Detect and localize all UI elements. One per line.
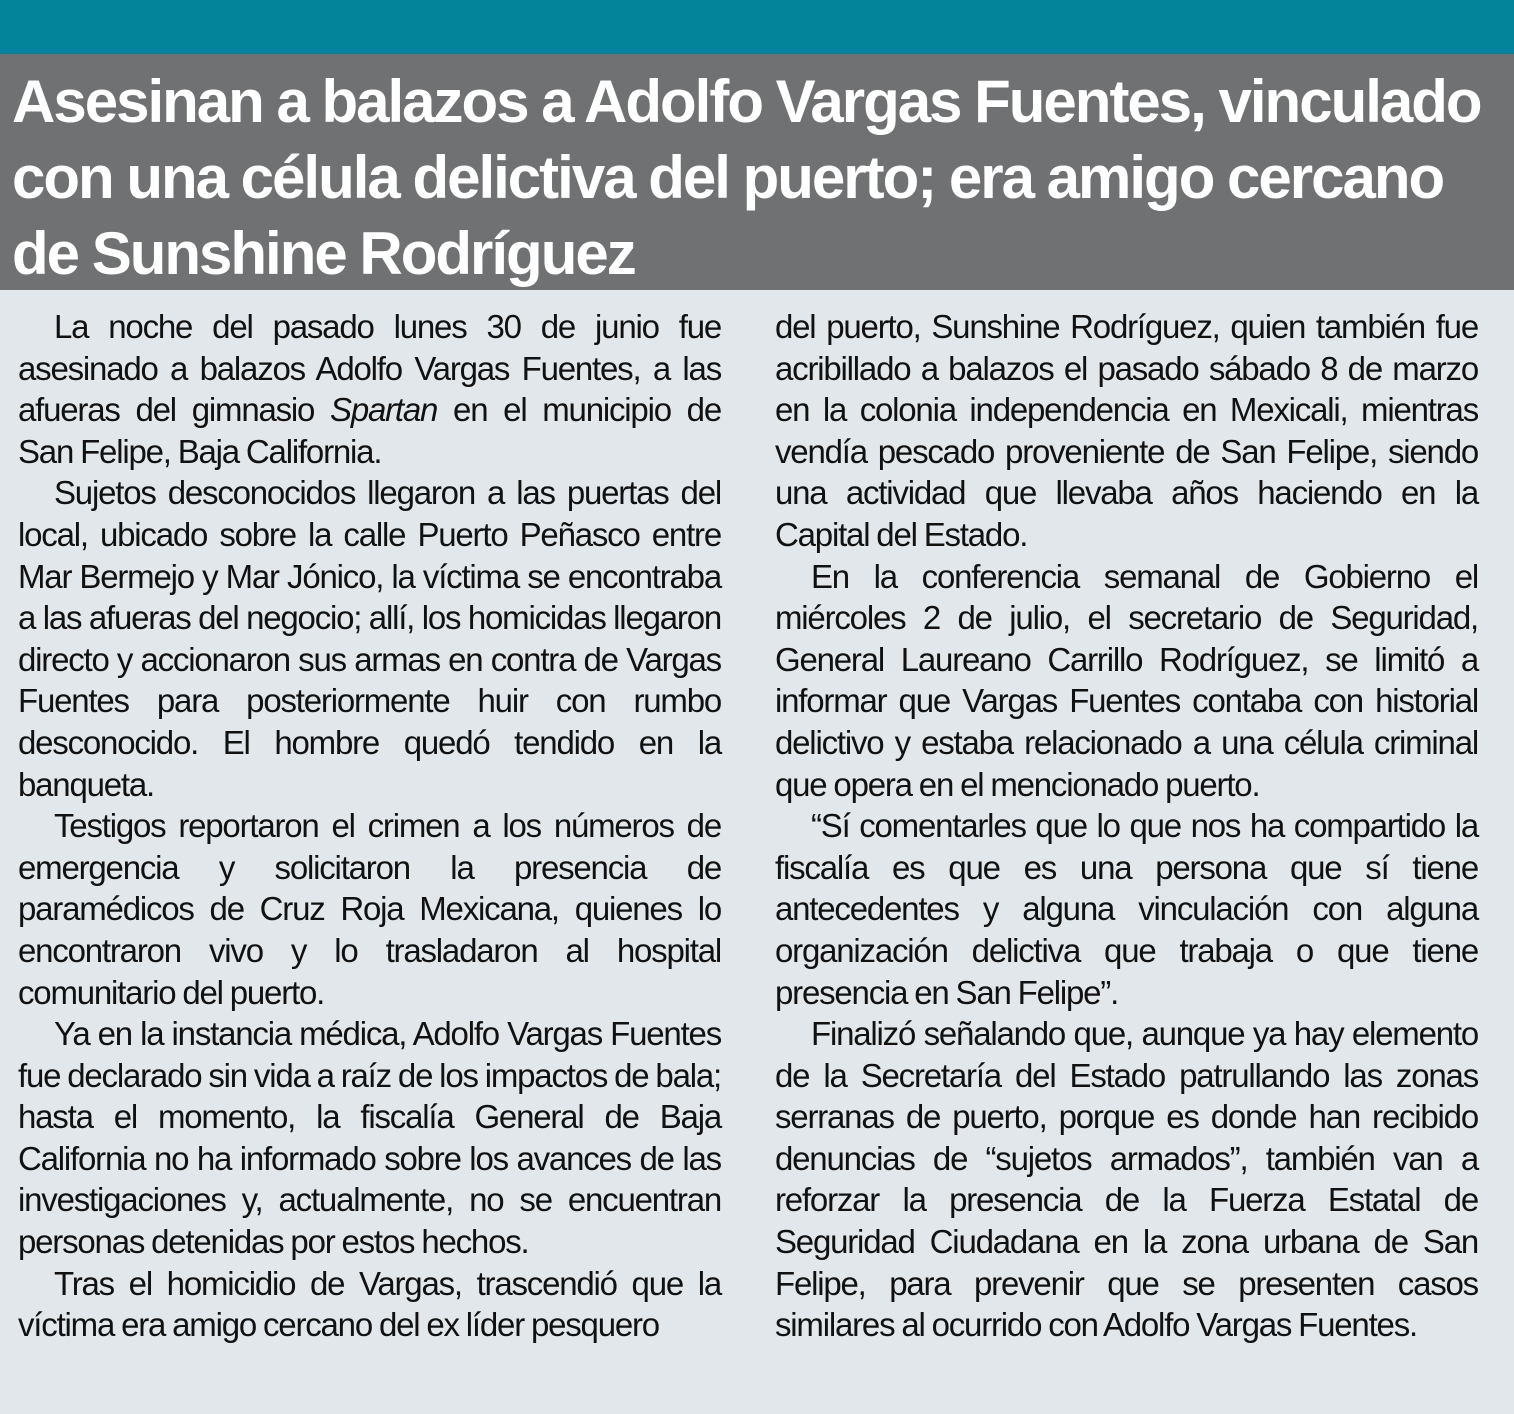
article-paragraph: Testigos reportaron el crimen a los números de emergencia y solicitaron la presencia de paramédicos de Cruz Roja Mexicana, quienes lo encontraron vivo y lo trasladaron al hospital comunitario del puerto. (18, 807, 721, 1011)
article-paragraph: En la conferencia semanal de Gobierno el miércoles 2 de julio, el secretario de Seguridad, General Laureano Carrillo Rodríguez, se limitó a informar que Vargas Fuentes contaba con historial delictivo y estaba relacionado a una célula criminal que opera en el mencionado puerto. (775, 557, 1478, 803)
paragraph-text: La noche del pasado lunes 30 de junio fue asesinado a balazos Adolfo Vargas Fuentes, a las afueras del gimnasio (18, 308, 721, 429)
paragraph-text: en el municipio de San Felipe, Baja California. (18, 391, 721, 470)
article-paragraph: Tras el homicidio de Vargas, trascendió que la víctima era amigo cercano del ex líder pesquero (18, 1264, 721, 1344)
article-paragraph: Finalizó señalando que, aunque ya hay elemento de la Secretaría del Estado patrullando las zonas serranas de puerto, porque es donde han recibido denuncias de “sujetos armados”, también van a reforzar la presencia de la Fuerza Estatal de Seguridad Ciudadana en la zona urbana de San Felipe, para prevenir que se presenten casos similares al ocurrido con Adolfo Vargas Fuentes. (775, 1015, 1478, 1344)
gym-name: Spartan (330, 391, 438, 429)
article-paragraph: Sujetos desconocidos llegaron a las puertas del local, ubicado sobre la calle Puerto Peñasco entre Mar Bermejo y Mar Jónico, la víctima se encontraba a las afueras del negocio; allí, los homicidas llegaron directo y accionaron sus armas en contra de Vargas Fuentes para posteriormente huir con rumbo desconocido. El hombre quedó tendido en la banqueta. (18, 474, 721, 803)
article-paragraph: Ya en la instancia médica, Adolfo Vargas Fuentes fue declarado sin vida a raíz de los impactos de bala; hasta el momento, la fiscalía General de Baja California no ha informado sobre los avances de las investigaciones y, actualmente, no se encuentran personas detenidas por estos hechos. (18, 1015, 721, 1261)
article-paragraph (18, 306, 721, 472)
article-body (18, 306, 1478, 1346)
headline-banner (0, 54, 1514, 290)
article-headline: Asesinan a balazos a Adolfo Vargas Fuentes, vinculado con una célula delictiva del puerto; era amigo cercano de Sunshine Rodríguez (12, 68, 1481, 287)
article-column-right (775, 306, 1478, 1346)
article-column-left (18, 306, 721, 1346)
article-paragraph-continued: del puerto, Sunshine Rodríguez, quien también fue acribillado a balazos el pasado sábado 8 de marzo en la colonia independencia en Mexicali, mientras vendía pescado proveniente de San Felipe, siendo una actividad que llevaba años haciendo en la Capital del Estado. (775, 308, 1478, 553)
top-color-band (0, 0, 1514, 54)
article-quote-paragraph: “Sí comentarles que lo que nos ha compartido la fiscalía es que es una persona que sí tiene antecedentes y alguna vinculación con alguna organización delictiva que trabaja o que tiene presencia en San Felipe”. (775, 807, 1478, 1011)
